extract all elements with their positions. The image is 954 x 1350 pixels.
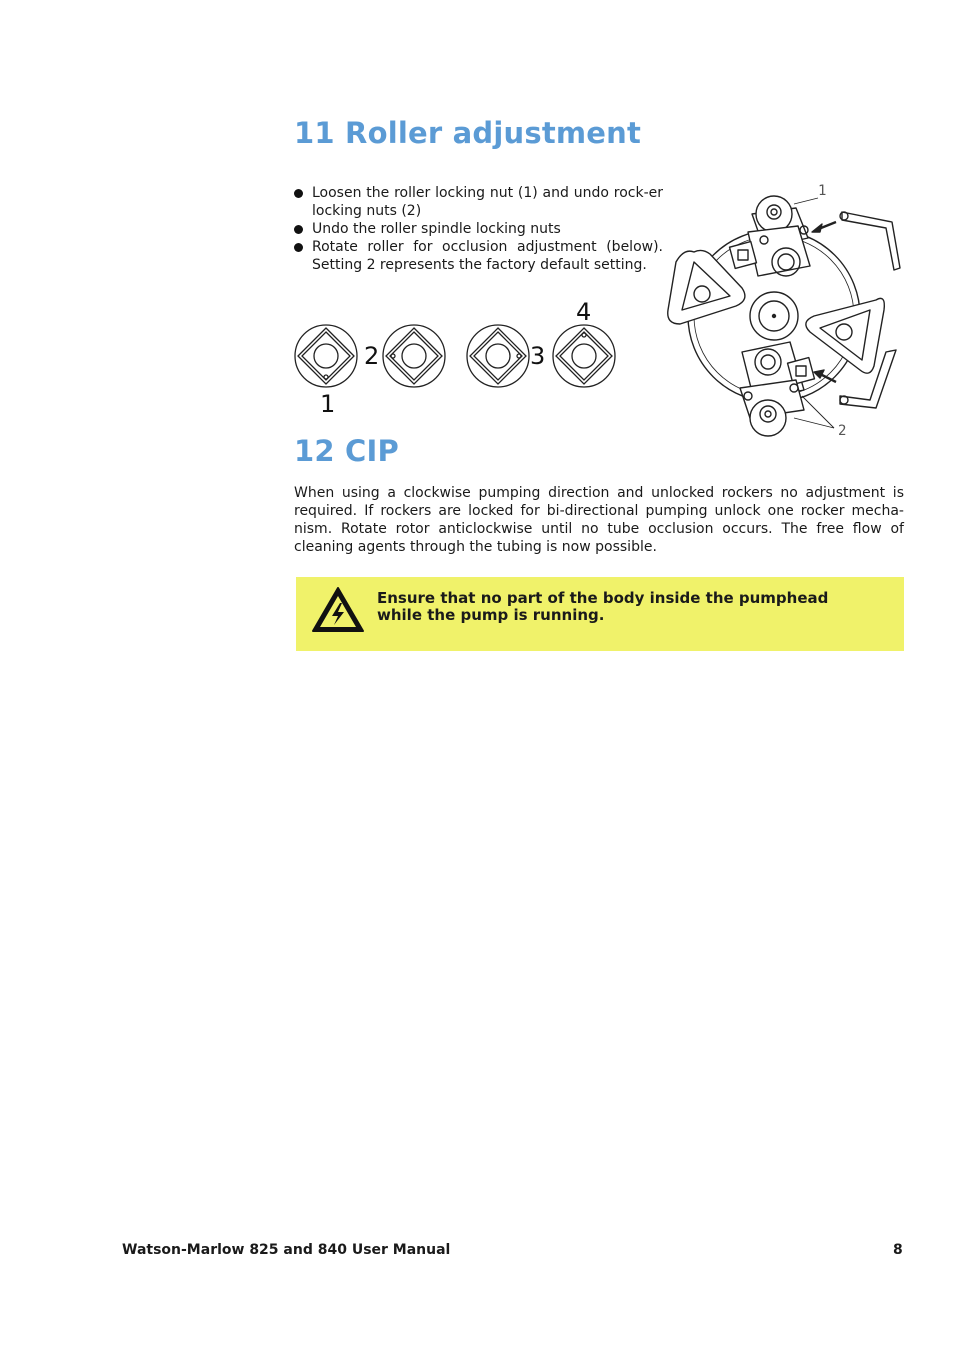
roller-setting-1-graphic: [295, 325, 357, 387]
footer-page-number: 8: [893, 1242, 903, 1258]
bullet-icon: [294, 225, 303, 234]
roller-setting-label-2: 2: [364, 342, 380, 370]
list-item: Undo the roller spindle locking nuts: [294, 220, 663, 238]
electrical-hazard-icon: [310, 585, 366, 635]
roller-setting-label-3: 3: [530, 342, 546, 370]
section-11-title: 11 Roller adjustment: [294, 116, 642, 150]
roller-setting-label-1: 1: [320, 390, 336, 418]
roller-setting-label-4: 4: [576, 298, 592, 326]
footer-manual-title: Watson-Marlow 825 and 840 User Manual: [122, 1242, 451, 1258]
callout-label-1: 1: [818, 183, 827, 199]
list-item: Loosen the roller locking nut (1) and undo rock-er locking nuts (2): [294, 184, 663, 220]
roller-setting-4-graphic: [553, 325, 615, 387]
warning-box: [296, 577, 904, 651]
roller-setting-2-graphic: [383, 325, 445, 387]
section-12-title: 12 CIP: [294, 434, 399, 468]
pumphead-rotor-illustration: [664, 182, 914, 440]
list-item: Rotate roller for occlusion adjustment (below). Setting 2 represents the factory default setting.: [294, 238, 663, 274]
bullet-icon: [294, 243, 303, 252]
callout-label-2: 2: [838, 423, 847, 439]
roller-adjustment-steps: [294, 184, 663, 274]
warning-text: Ensure that no part of the body inside the pumphead while the pump is running.: [377, 589, 829, 624]
bullet-icon: [294, 189, 303, 198]
roller-setting-3-graphic: [467, 325, 529, 387]
cip-paragraph: When using a clockwise pumping direction and unlocked rockers no adjustment is required. If rockers are locked for bi-directional pumping unlock one rocker mecha-nism. Rotate rotor anticlockwise until no tube occlusion occurs. The free flow of cleaning agents through the tubing is now possible.: [294, 485, 904, 555]
